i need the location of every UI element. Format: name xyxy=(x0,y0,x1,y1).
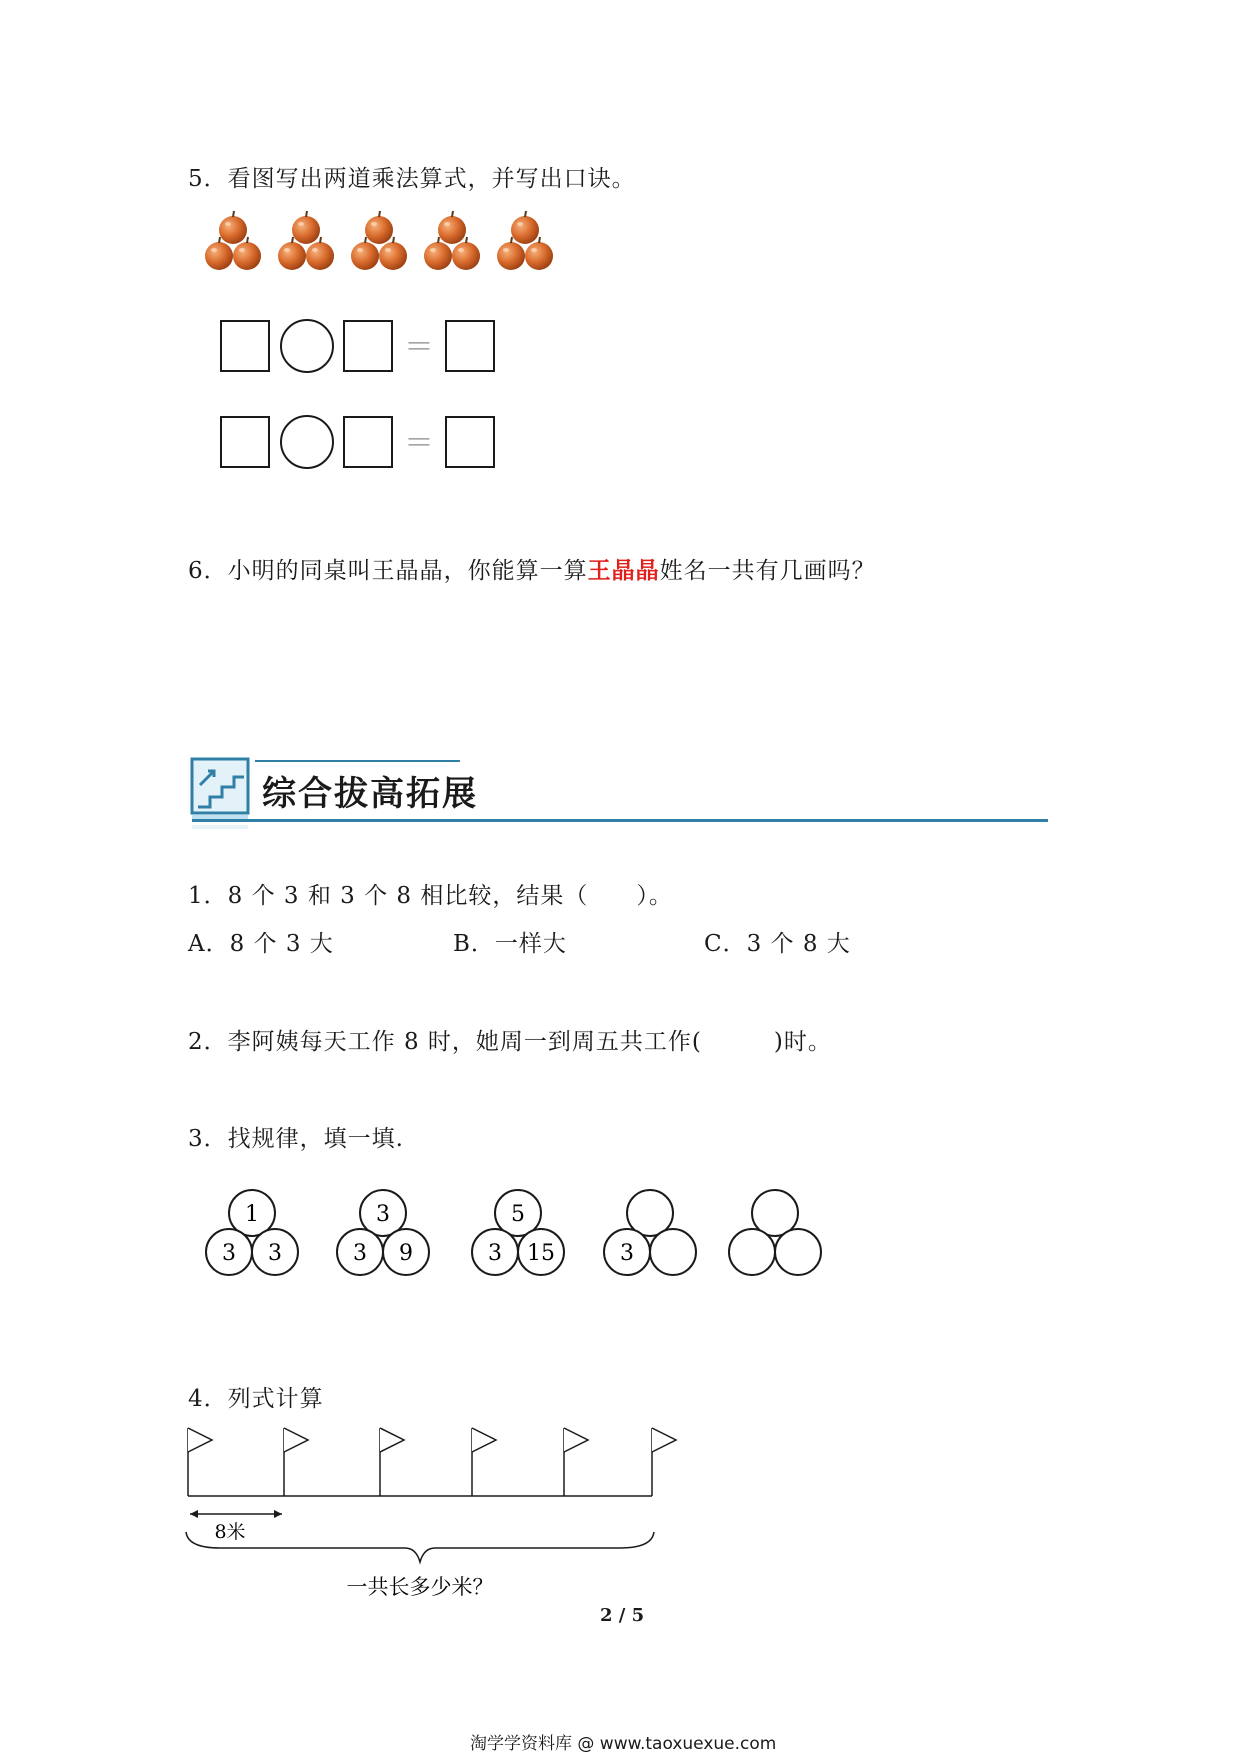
footer-watermark[interactable]: 淘学学资料库 @ www.taoxuexue.com xyxy=(470,1734,777,1754)
page-number: 2 / 5 xyxy=(600,1605,645,1626)
apples-picture xyxy=(205,210,575,290)
group-top-value: 3 xyxy=(376,1202,390,1227)
q6-title xyxy=(188,552,876,585)
title-overline xyxy=(255,760,460,762)
q6-text-before: 6．小明的同桌叫王晶晶，你能算一算 xyxy=(188,558,588,584)
ex1-option-c[interactable]: C．3 个 8 大 xyxy=(704,931,851,957)
group-right-value: 3 xyxy=(268,1241,282,1266)
pattern-circles xyxy=(200,1185,840,1295)
group-top-value: 1 xyxy=(245,1202,259,1227)
q6-text-after: 姓名一共有几画吗？ xyxy=(659,558,876,584)
q6-highlight-name: 王晶晶 xyxy=(587,557,660,584)
stairs-icon xyxy=(190,755,252,835)
answer-box[interactable] xyxy=(445,416,495,468)
group-left-value: 3 xyxy=(222,1241,236,1266)
group-left-value: 3 xyxy=(488,1241,502,1266)
ex1-option-b[interactable]: B．一样大 xyxy=(453,931,567,957)
answer-box[interactable] xyxy=(343,320,393,372)
section-title: 综合拔高拓展 xyxy=(262,774,478,814)
answer-box[interactable] xyxy=(445,320,495,372)
ex1-question: 1．8 个 3 和 3 个 8 相比较，结果（ ）。 xyxy=(188,883,673,909)
answer-box[interactable] xyxy=(220,320,270,372)
operator-circle[interactable] xyxy=(280,415,334,469)
operator-circle[interactable] xyxy=(280,319,334,373)
group-top-value: 5 xyxy=(511,1202,525,1227)
circle-group-1 xyxy=(206,1190,298,1275)
ex3-question: 3．找规律，填一填. xyxy=(188,1126,404,1152)
q5-title: 5．看图写出两道乘法算式，并写出口诀。 xyxy=(188,166,636,192)
equals-sign: ＝ xyxy=(404,330,434,365)
ex4-question: 4．列式计算 xyxy=(188,1386,324,1412)
segment-label: 8米 xyxy=(214,1521,246,1543)
circle-group-5[interactable] xyxy=(729,1190,821,1275)
circle-group-2 xyxy=(337,1190,429,1275)
flag-line-diagram xyxy=(180,1420,700,1610)
equals-sign: ＝ xyxy=(404,426,434,461)
answer-box[interactable] xyxy=(220,416,270,468)
circle-group-3 xyxy=(472,1190,564,1275)
answer-box[interactable] xyxy=(343,416,393,468)
section-underline xyxy=(192,819,1048,822)
group-right-value: 15 xyxy=(527,1241,555,1266)
total-length-label: 一共长多少米？ xyxy=(346,1575,494,1599)
group-left-value: 3 xyxy=(353,1241,367,1266)
circle-group-4[interactable] xyxy=(604,1190,696,1275)
ex2-question: 2．李阿姨每天工作 8 时，她周一到周五共工作( )时。 xyxy=(188,1029,832,1055)
group-right-value: 9 xyxy=(399,1241,413,1266)
group-left-value: 3 xyxy=(620,1241,634,1266)
ex1-option-a[interactable]: A．8 个 3 大 xyxy=(188,931,334,957)
